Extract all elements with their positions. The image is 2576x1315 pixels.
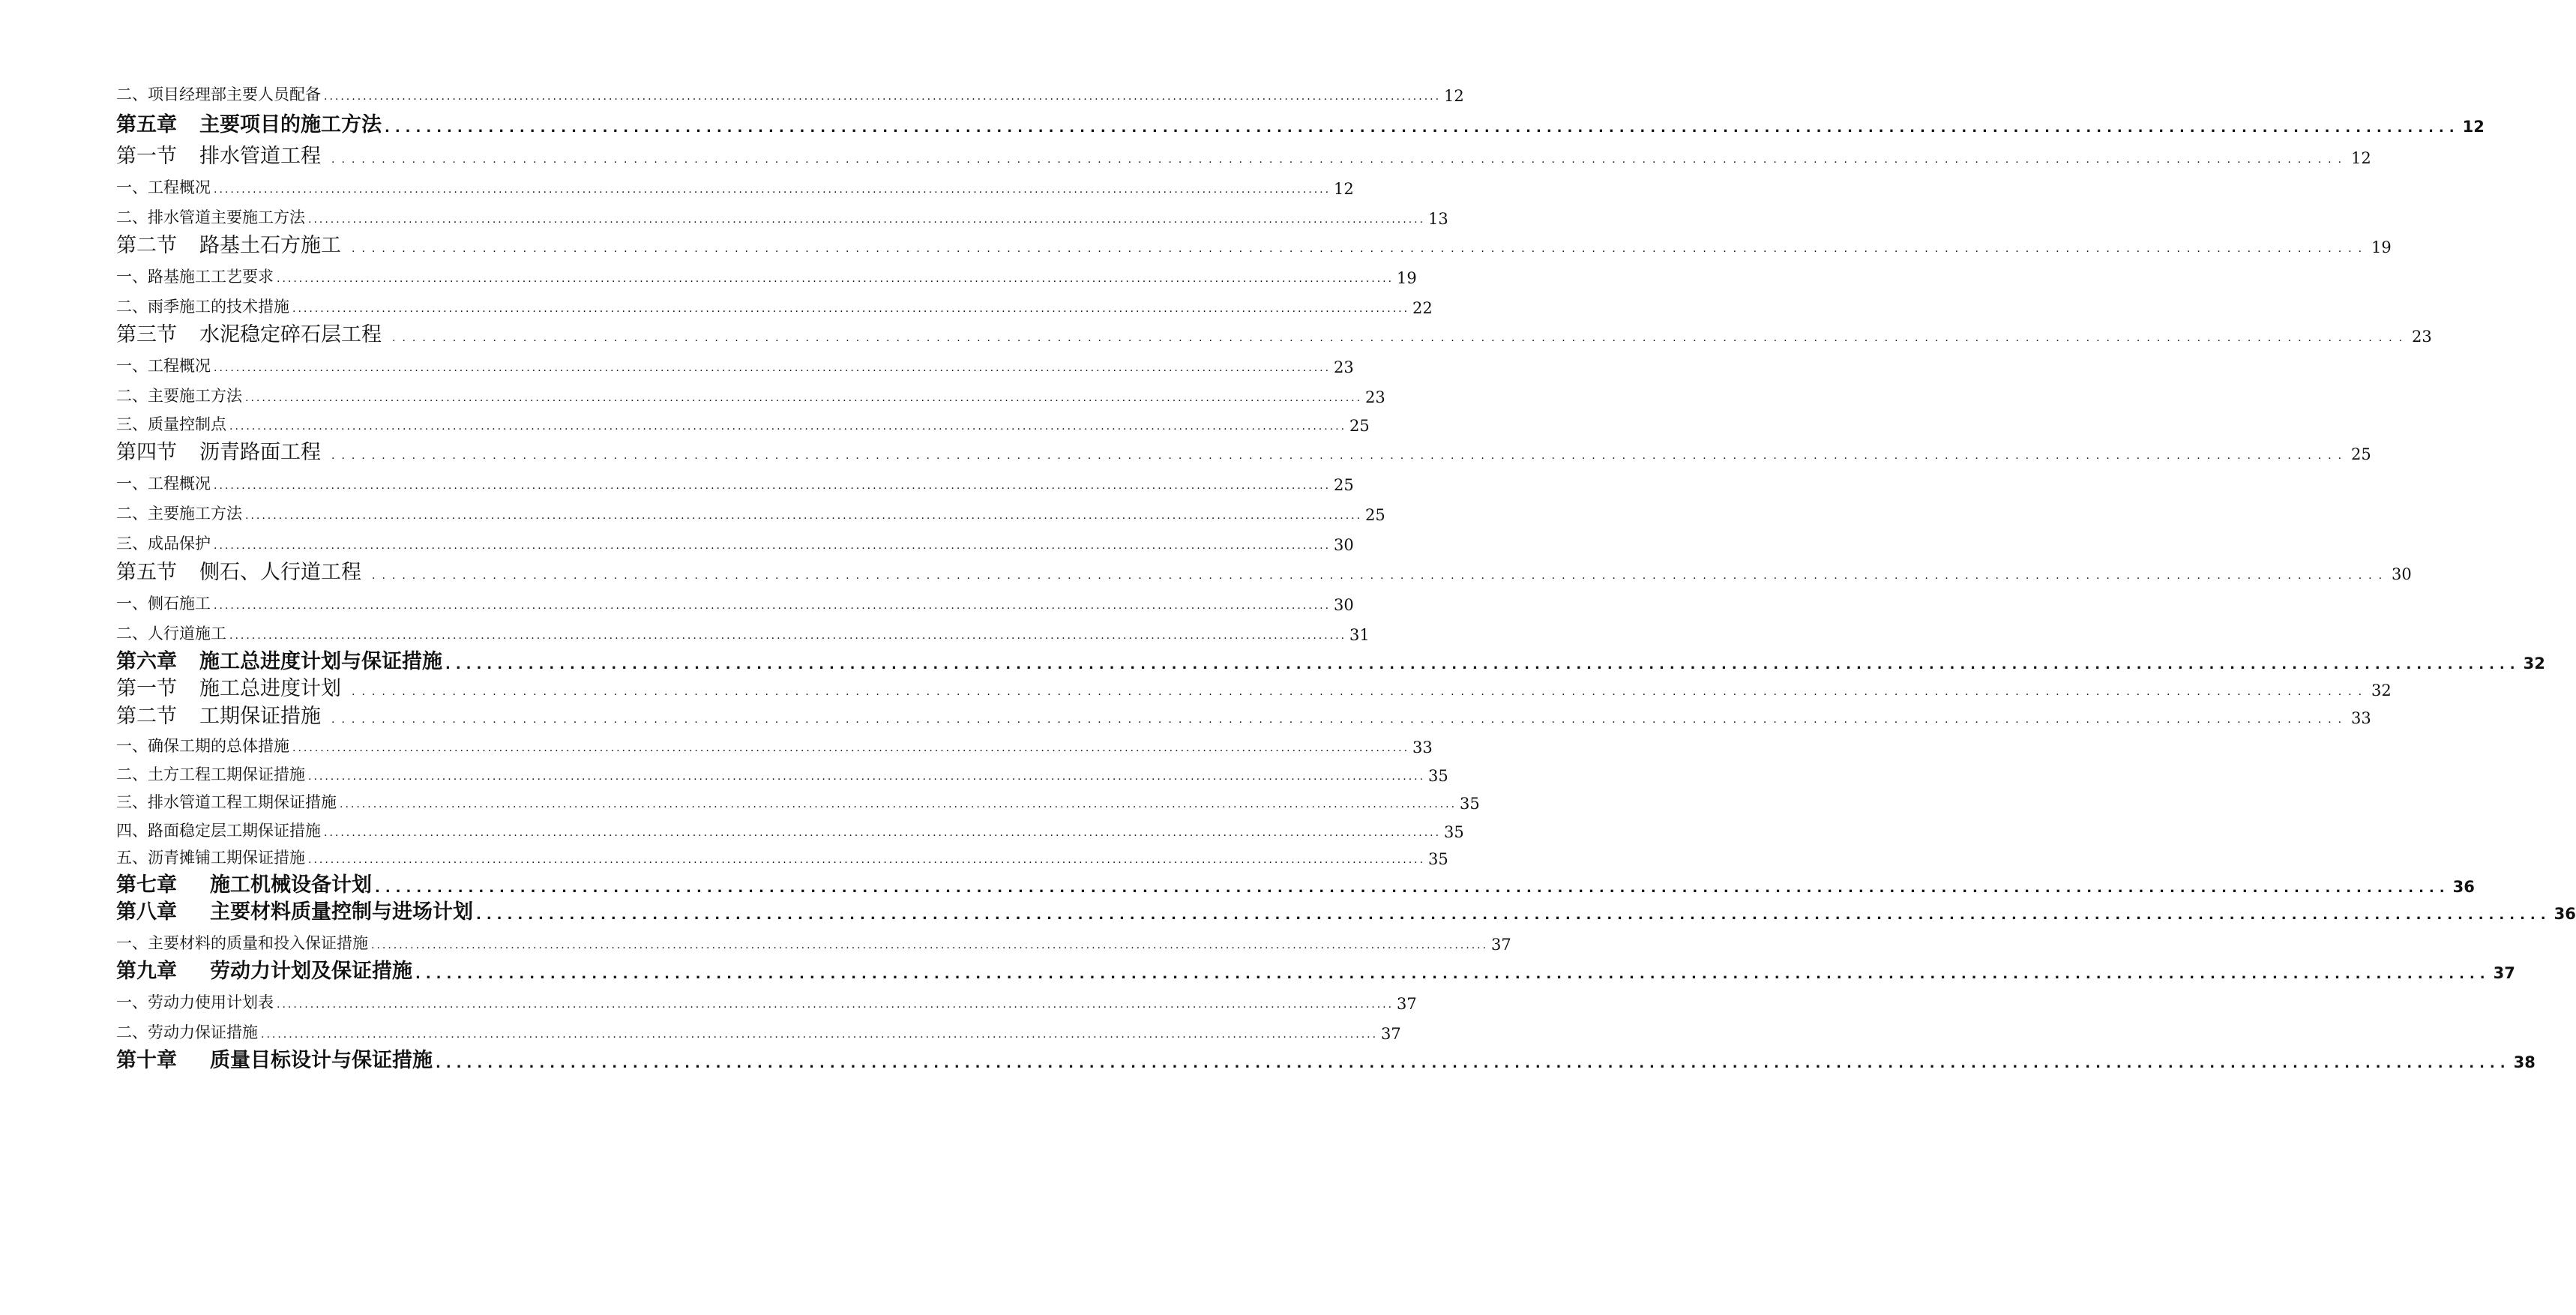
dot-leader: ........................................................................................................................................................................................................ (375, 880, 2450, 896)
page-number: 23 (2412, 328, 2432, 346)
dot-leader: ........................................................................................................................................................................................................ (214, 362, 1331, 374)
toc-entry-item[interactable] (116, 1020, 1401, 1043)
section-title: 侧石、人行道工程 (199, 561, 361, 584)
dot-leader: ........................................................................................................................................................................................................ (308, 771, 1426, 783)
toc-entry-item[interactable] (116, 295, 1433, 317)
toc-entry-item[interactable] (116, 384, 1385, 406)
dot-leader: ........................................................................................................................................................................................................ (261, 1029, 1379, 1041)
section-title: 路基土石方施工 (199, 234, 341, 257)
page-number: 30 (1334, 596, 1354, 614)
dot-leader: ........................................................................................................................................................................................................ (476, 907, 2551, 923)
dot-leader: ........................................................................................................................................................................................................ (214, 600, 1331, 612)
toc-entry-item[interactable] (116, 790, 1480, 813)
toc-item-title: 一、工程概况 (116, 178, 211, 196)
toc-entry-item[interactable] (116, 931, 1511, 954)
chapter-title: 劳动力计划及保证措施 (210, 960, 412, 983)
section-title: 水泥稳定碎石层工程 (199, 323, 382, 346)
page-number: 13 (1428, 210, 1448, 228)
page-number: 35 (1428, 767, 1448, 785)
page-number: 25 (2351, 445, 2371, 463)
toc-item-title: 二、土方工程工期保证措施 (116, 765, 305, 783)
toc-entry-chapter[interactable] (116, 954, 2515, 984)
page-number: 30 (1334, 536, 1354, 554)
dot-leader: ........................................................................................................................................................................................................ (308, 854, 1426, 866)
toc-item-title: 二、劳动力保证措施 (116, 1023, 258, 1041)
dot-leader: ........................................................................................................................................................................................................ (324, 91, 1442, 103)
toc-entry-item[interactable] (116, 472, 1354, 494)
chapter-title: 主要项目的施工方法 (199, 113, 382, 136)
page-number: 37 (1397, 995, 1417, 1013)
page-number: 37 (2493, 964, 2515, 982)
page-number: 12 (1334, 180, 1354, 198)
section-title: 施工总进度计划 (199, 677, 341, 700)
chapter-label: 第八章 (116, 900, 177, 924)
toc-entry-chapter[interactable] (116, 1044, 2536, 1073)
chapter-label: 第七章 (116, 873, 177, 897)
chapter-title: 质量目标设计与保证措施 (210, 1049, 433, 1072)
page-number: 37 (1381, 1025, 1401, 1043)
dot-leader: ........................................................................................................................................................................................................ (372, 570, 2389, 582)
toc-item-title: 一、确保工期的总体措施 (116, 737, 289, 755)
toc-item-title: 一、工程概况 (116, 475, 211, 493)
dot-leader: ........................................................................................................................................................................................................ (352, 686, 2369, 698)
page-number: 32 (2371, 681, 2392, 699)
toc-item-title: 五、沥青摊铺工期保证措施 (116, 849, 305, 867)
toc-item-title: 一、路基施工工艺要求 (116, 268, 274, 286)
toc-item-title: 三、质量控制点 (116, 415, 226, 433)
toc-item-title: 二、主要施工方法 (116, 387, 242, 405)
section-heading (116, 556, 361, 585)
section-heading (116, 318, 382, 347)
section-title: 沥青路面工程 (199, 441, 321, 464)
dot-leader: ........................................................................................................................................................................................................ (392, 332, 2410, 344)
toc-entry-item[interactable] (116, 592, 1354, 614)
toc-entry-item[interactable] (116, 354, 1354, 376)
page-number: 22 (1412, 299, 1433, 317)
chapter-title: 主要材料质量控制与进场计划 (210, 900, 473, 924)
toc-item-title: 二、项目经理部主要人员配备 (116, 85, 321, 103)
chapter-heading (116, 954, 412, 984)
dot-leader: ........................................................................................................................................................................................................ (214, 480, 1331, 492)
dot-leader: ........................................................................................................................................................................................................ (340, 798, 1457, 810)
section-heading (116, 672, 341, 701)
page-number: 33 (1412, 738, 1433, 756)
page-number: 33 (2351, 709, 2371, 727)
toc-item-title: 四、路面稳定层工期保证措施 (116, 822, 321, 840)
page-number: 12 (2351, 149, 2371, 167)
toc-entry-chapter[interactable] (116, 895, 2576, 924)
dot-leader: ........................................................................................................................................................................................................ (331, 714, 2349, 726)
toc-entry-item[interactable] (116, 502, 1385, 524)
page-number: 23 (1365, 388, 1385, 406)
toc-item-title: 一、劳动力使用计划表 (116, 993, 274, 1011)
toc-entry-section[interactable] (116, 139, 2371, 169)
toc-entry-item[interactable] (116, 82, 1464, 105)
page-number: 25 (1349, 417, 1370, 435)
toc-entry-item[interactable] (116, 265, 1417, 287)
page-number: 31 (1349, 626, 1370, 644)
dot-leader: ........................................................................................................................................................................................................ (229, 421, 1347, 433)
section-label: 第二节 (116, 705, 177, 728)
dot-leader: ........................................................................................................................................................................................................ (245, 392, 1363, 404)
toc-entry-item[interactable] (116, 990, 1417, 1013)
page-number: 37 (1491, 936, 1511, 954)
page-number: 38 (2513, 1053, 2536, 1071)
dot-leader: ........................................................................................................................................................................................................ (277, 273, 1394, 285)
toc-entry-item[interactable] (116, 622, 1370, 644)
chapter-heading (116, 895, 473, 924)
toc-item-title: 一、主要材料的质量和投入保证措施 (116, 934, 368, 952)
toc-entry-section[interactable] (116, 672, 2392, 701)
toc-item-title: 二、主要施工方法 (116, 505, 242, 523)
toc-item-title: 二、人行道施工 (116, 625, 226, 643)
dot-leader: ........................................................................................................................................................................................................ (415, 966, 2491, 982)
dot-leader: ........................................................................................................................................................................................................ (445, 657, 2521, 672)
toc-entry-section[interactable] (116, 229, 2392, 258)
dot-leader: ........................................................................................................................................................................................................ (214, 540, 1331, 552)
toc-entry-chapter[interactable] (116, 645, 2545, 674)
section-heading (116, 139, 321, 169)
dot-leader: ........................................................................................................................................................................................................ (214, 184, 1331, 196)
chapter-label: 第五章 (116, 113, 177, 136)
page-number: 19 (2371, 238, 2392, 256)
dot-leader: ........................................................................................................................................................................................................ (324, 827, 1442, 839)
dot-leader: ........................................................................................................................................................................................................ (277, 999, 1394, 1011)
page-number: 30 (2392, 565, 2412, 583)
page-number: 25 (1334, 476, 1354, 494)
section-title: 工期保证措施 (199, 705, 321, 728)
dot-leader: ........................................................................................................................................................................................................ (436, 1056, 2511, 1071)
toc-item-title: 一、侧石施工 (116, 595, 211, 613)
page-number: 35 (1460, 795, 1480, 813)
toc-entry-item[interactable] (116, 412, 1370, 435)
toc-item-title: 一、工程概况 (116, 357, 211, 375)
chapter-label: 第六章 (116, 650, 177, 673)
toc-entry-chapter[interactable] (116, 108, 2485, 137)
toc-entry-item[interactable] (116, 175, 1354, 198)
page-number: 25 (1365, 506, 1385, 524)
page-number: 19 (1397, 269, 1417, 287)
toc-item-title: 三、成品保护 (116, 535, 211, 553)
section-label: 第五节 (116, 561, 177, 584)
toc-item-title: 二、排水管道主要施工方法 (116, 208, 305, 226)
dot-leader: ........................................................................................................................................................................................................ (371, 939, 1489, 951)
section-heading (116, 699, 321, 729)
chapter-heading (116, 645, 442, 674)
toc-entry-item[interactable] (116, 819, 1464, 841)
chapter-heading (116, 868, 372, 897)
toc-entry-chapter[interactable] (116, 868, 2475, 897)
toc-entry-item[interactable] (116, 532, 1354, 554)
section-heading (116, 229, 341, 258)
page-number: 12 (1444, 87, 1464, 105)
dot-leader: ........................................................................................................................................................................................................ (352, 243, 2369, 255)
page-number: 32 (2523, 655, 2545, 672)
chapter-label: 第九章 (116, 960, 177, 983)
dot-leader: ........................................................................................................................................................................................................ (331, 450, 2349, 462)
page-number: 23 (1334, 358, 1354, 376)
section-title: 排水管道工程 (199, 145, 321, 168)
section-label: 第三节 (116, 323, 177, 346)
toc-entry-item[interactable] (116, 846, 1448, 868)
toc-entry-section[interactable] (116, 556, 2412, 585)
dot-leader: ........................................................................................................................................................................................................ (245, 510, 1363, 522)
dot-leader: ........................................................................................................................................................................................................ (385, 120, 2460, 136)
toc-item-title: 二、雨季施工的技术措施 (116, 298, 289, 316)
page-number: 35 (1428, 850, 1448, 868)
section-label: 第一节 (116, 677, 177, 700)
section-label: 第四节 (116, 441, 177, 464)
chapter-heading (116, 1044, 433, 1073)
dot-leader: ........................................................................................................................................................................................................ (292, 303, 1410, 315)
chapter-title: 施工机械设备计划 (210, 873, 372, 897)
dot-leader: ........................................................................................................................................................................................................ (229, 630, 1347, 642)
chapter-title: 施工总进度计划与保证措施 (199, 650, 442, 673)
toc-entry-section[interactable] (116, 318, 2432, 347)
dot-leader: ........................................................................................................................................................................................................ (308, 214, 1426, 226)
toc-entry-section[interactable] (116, 436, 2371, 465)
toc-entry-item[interactable] (116, 205, 1448, 228)
page-number: 35 (1444, 823, 1464, 841)
section-label: 第一节 (116, 145, 177, 168)
dot-leader: ........................................................................................................................................................................................................ (292, 742, 1410, 754)
page-number: 36 (2554, 905, 2576, 923)
toc-entry-section[interactable] (116, 699, 2371, 729)
toc-entry-item[interactable] (116, 734, 1433, 756)
section-label: 第二节 (116, 234, 177, 257)
chapter-heading (116, 108, 382, 137)
section-heading (116, 436, 321, 465)
page-number: 36 (2452, 878, 2475, 896)
toc-item-title: 三、排水管道工程工期保证措施 (116, 793, 337, 811)
page-number: 12 (2462, 118, 2485, 136)
toc-entry-item[interactable] (116, 762, 1448, 785)
dot-leader: ........................................................................................................................................................................................................ (331, 154, 2349, 166)
chapter-label: 第十章 (116, 1049, 177, 1072)
